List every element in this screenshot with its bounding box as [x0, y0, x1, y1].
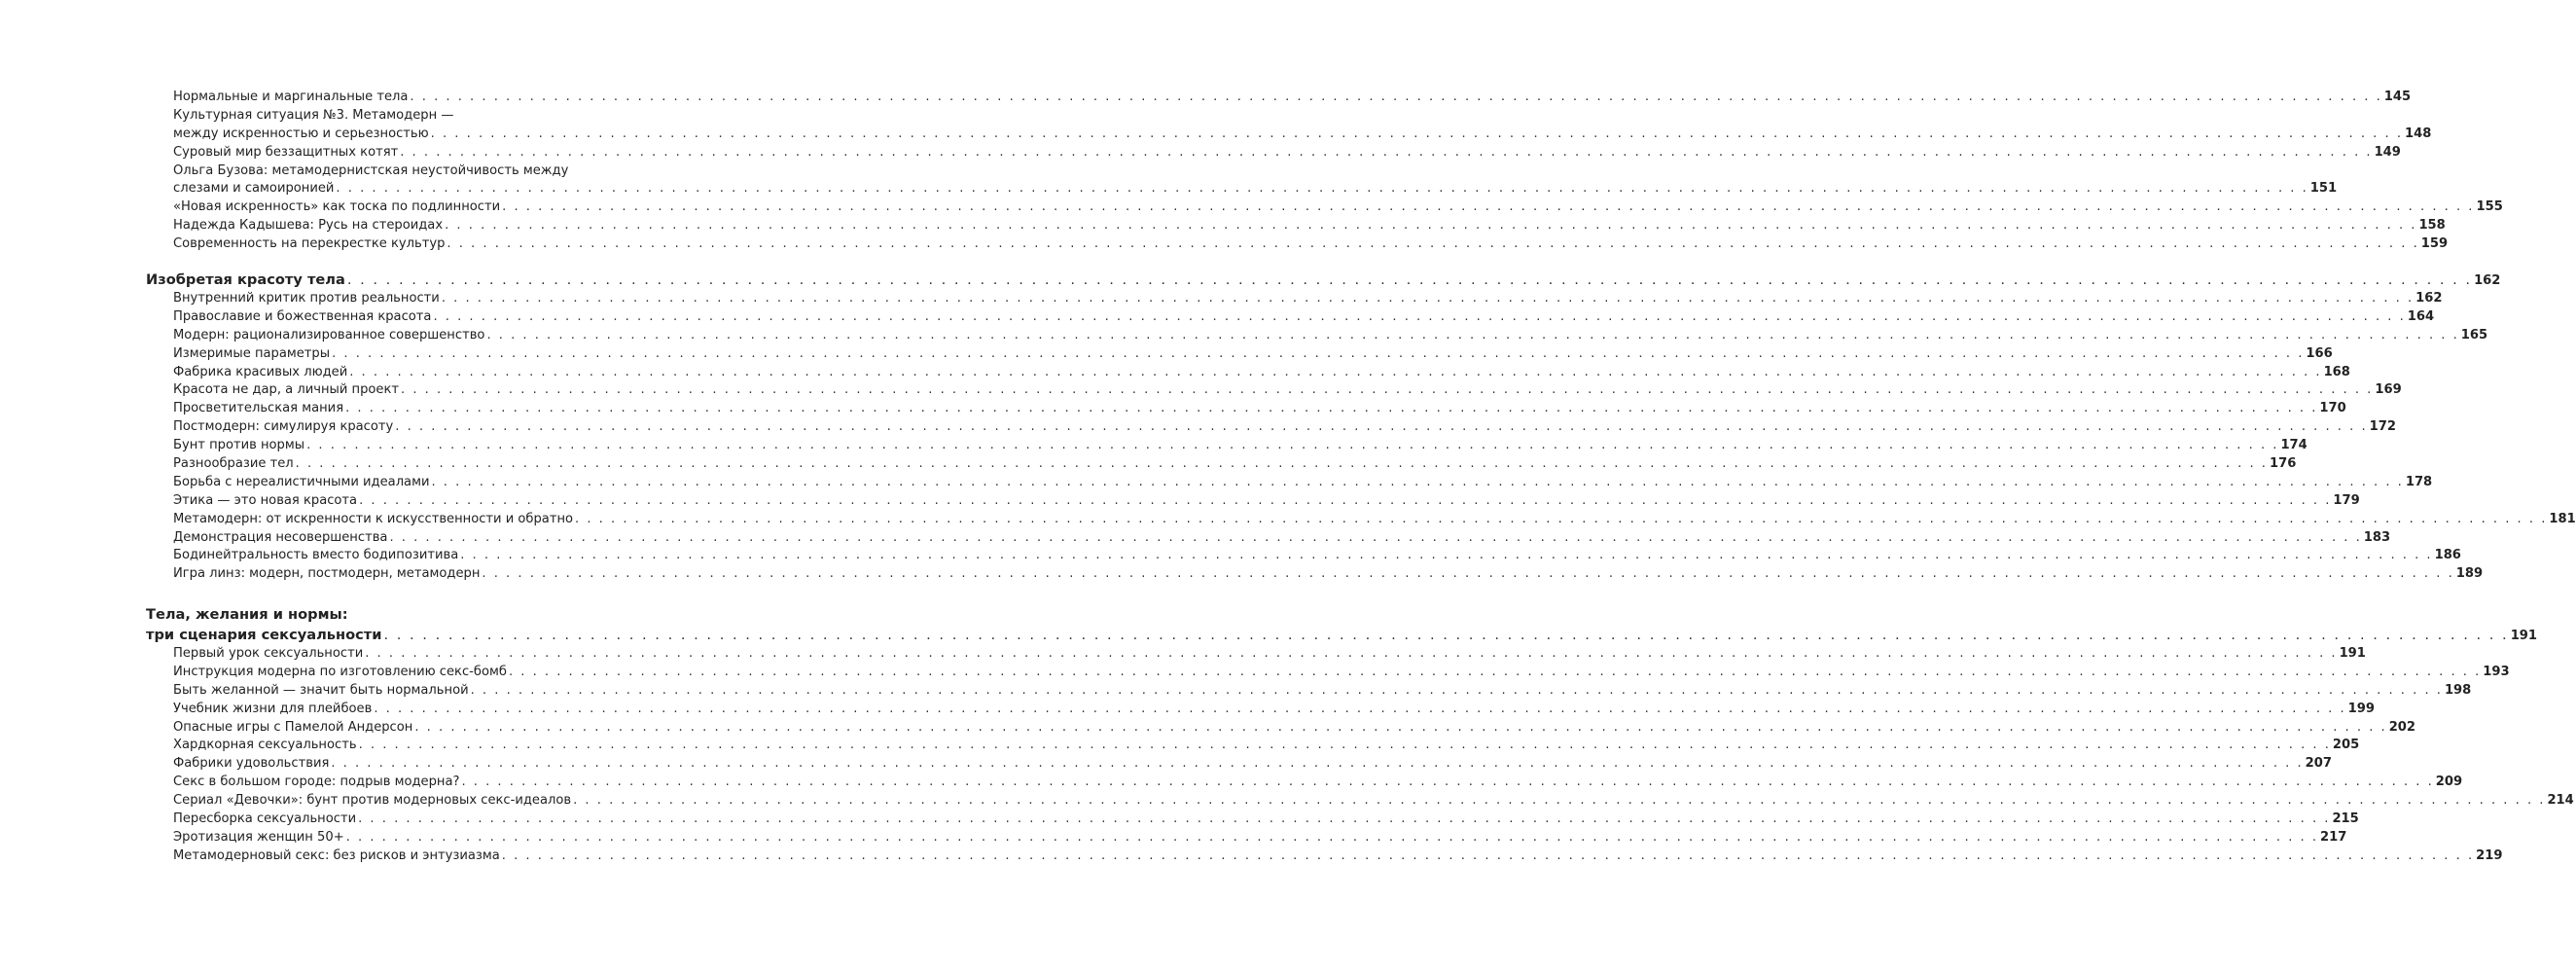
page-number: 145 — [2383, 90, 2412, 104]
page-number: 165 — [2460, 327, 2488, 342]
toc-section-1 — [146, 89, 2503, 254]
page-number: 151 — [2309, 181, 2338, 197]
toc-entry[interactable]: Хардкорная сексуальность . . . 205 — [146, 737, 633, 755]
page-number: 219 — [2476, 847, 2503, 863]
page-number: 158 — [2418, 218, 2446, 234]
toc-entry[interactable]: Разнообразие тел . . . 176 — [146, 455, 633, 474]
chapter-heading[interactable]: три сценария сексуальности . . . 191 — [146, 625, 633, 645]
toc-entry[interactable]: Внутренний критик против реальности . . . 162 — [146, 290, 633, 308]
toc-entry[interactable]: Надежда Кадышева: Русь на стероидах . . . 158 — [146, 217, 633, 235]
page-number: 193 — [2483, 664, 2510, 679]
page-number: 169 — [2375, 382, 2402, 398]
page-number: 215 — [2332, 811, 2359, 827]
page-number: 207 — [2305, 756, 2333, 772]
page-number: 205 — [2332, 738, 2360, 753]
page-number: 155 — [2476, 199, 2503, 215]
toc-entry[interactable]: Этика — это новая красота . . . 179 — [146, 492, 633, 511]
toc-chapter-2 — [146, 270, 2576, 584]
page-number: 149 — [2374, 144, 2401, 160]
page-number: 174 — [2280, 438, 2308, 453]
page-number: 191 — [2339, 646, 2366, 661]
toc-entry[interactable]: Суровый мир беззащитных котят . . . 149 — [146, 144, 633, 162]
toc-entry[interactable]: Постмодерн: симулируя красоту . . . 172 — [146, 418, 633, 437]
page-number: 179 — [2333, 492, 2360, 508]
toc-entry[interactable]: Просветительская мания . . . 170 — [146, 400, 633, 418]
page-number: 186 — [2434, 548, 2461, 563]
chapter-heading[interactable]: Изобретая красоту тела . . . 162 — [146, 270, 633, 290]
page-number: 159 — [2420, 236, 2449, 252]
page-number: 202 — [2388, 719, 2416, 735]
toc-entry[interactable]: Бунт против нормы . . . 174 — [146, 437, 633, 455]
toc-entry[interactable]: Измеримые параметры . . . 166 — [146, 345, 633, 364]
page-number: 189 — [2455, 566, 2484, 582]
toc-entry-line1: Культурная ситуация №3. Метамодерн — — [173, 107, 454, 123]
chapter-heading-line1: Тела, желания и нормы: — [146, 606, 348, 623]
page-number: 183 — [2363, 529, 2391, 545]
page-number: 162 — [2415, 291, 2443, 306]
page-number: 148 — [2405, 126, 2432, 141]
toc-entry[interactable]: Первый урок сексуальности . . . 191 — [146, 645, 633, 664]
toc-entry[interactable]: Модерн: рационализированное совершенство . . . 165 — [146, 327, 633, 345]
page-number: 176 — [2269, 456, 2297, 472]
page-number: 172 — [2369, 419, 2396, 435]
toc-entry[interactable]: Современность на перекрестке культур . . . 159 — [146, 235, 633, 254]
toc-entry[interactable]: Нормальные и маргинальные тела . . . 145 — [146, 89, 633, 107]
toc-entry[interactable]: Демонстрация несовершенства . . . 183 — [146, 529, 633, 548]
toc-entry[interactable]: Фабрики удовольствия . . . 207 — [146, 755, 633, 774]
page-number: 199 — [2347, 701, 2375, 716]
toc-entry[interactable]: Инструкция модерна по изготовлению секс-бомб . . . 193 — [146, 664, 633, 682]
page-number: 170 — [2319, 401, 2346, 416]
page-number: 217 — [2320, 829, 2347, 845]
page-number: 214 — [2547, 793, 2574, 809]
toc-chapter-3 — [146, 604, 2574, 866]
page-number: 178 — [2405, 474, 2433, 489]
page-number: 209 — [2435, 775, 2463, 790]
page-number: 168 — [2323, 364, 2350, 379]
toc-entry[interactable]: Учебник жизни для плейбоев . . . 199 — [146, 701, 633, 719]
page-number: 191 — [2510, 629, 2538, 643]
page-number: 166 — [2306, 345, 2333, 361]
page-number: 162 — [2474, 273, 2501, 288]
toc-entry[interactable]: Быть желанной — значит быть нормальной . . . 198 — [146, 682, 633, 701]
toc-entry[interactable]: Метамодерновый секс: без рисков и энтузиазма . . . 219 — [146, 847, 633, 866]
page-number: 198 — [2444, 682, 2472, 698]
toc-entry[interactable]: между искренностью и серьезностью . . . 148 — [146, 126, 633, 144]
toc-entry[interactable]: Эротизация женщин 50+ . . . 217 — [146, 829, 633, 847]
toc-entry[interactable]: Секс в большом городе: подрыв модерна? . . . 209 — [146, 774, 633, 792]
toc-entry[interactable]: Метамодерн: от искренности к искусственности и обратно . . . 181 — [146, 511, 633, 529]
toc-entry[interactable]: «Новая искренность» как тоска по подлинности . . . 155 — [146, 198, 633, 217]
toc-entry[interactable]: Борьба с нереалистичными идеалами . . . 178 — [146, 474, 633, 492]
toc-entry[interactable]: Опасные игры с Памелой Андерсон . . . 202 — [146, 719, 633, 738]
toc-entry[interactable]: Фабрика красивых людей . . . 168 — [146, 364, 633, 382]
toc-entry[interactable]: Пересборка сексуальности . . . 215 — [146, 811, 633, 829]
toc-entry[interactable]: Православие и божественная красота . . . 164 — [146, 308, 633, 327]
page-number: 164 — [2407, 308, 2435, 324]
toc-entry-line1: Ольга Бузова: метамодернистская неустойчивость между — [173, 162, 569, 178]
toc-entry[interactable]: Красота не дар, а личный проект . . . 169 — [146, 381, 633, 400]
toc-entry[interactable]: Бодинейтральность вместо бодипозитива . . . 186 — [146, 547, 633, 565]
toc-entry[interactable]: слезами и самоиронией . . . 151 — [146, 180, 633, 198]
page-number: 181 — [2549, 511, 2576, 526]
toc-entry[interactable]: Сериал «Девочки»: бунт против модерновых секс-идеалов . . . 214 — [146, 792, 633, 811]
toc-entry[interactable]: Игра линз: модерн, постмодерн, метамодерн . . . 189 — [146, 565, 633, 584]
